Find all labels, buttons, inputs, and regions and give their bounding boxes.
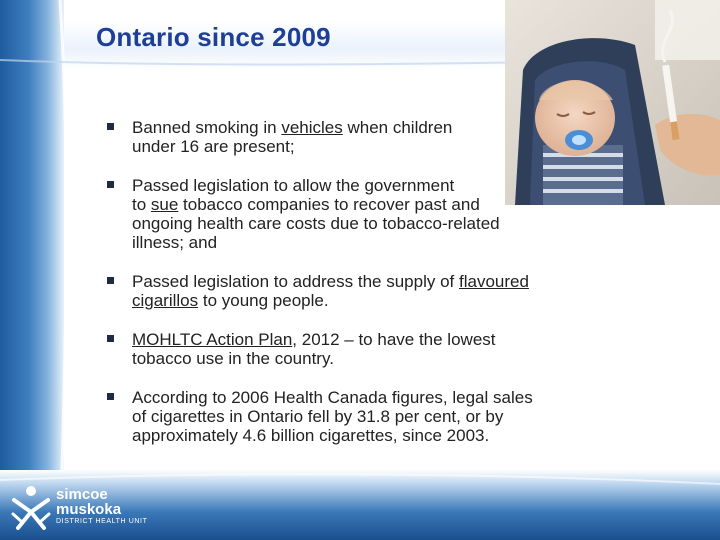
bullet-text: when children bbox=[342, 118, 453, 137]
bullet-marker bbox=[107, 393, 114, 400]
bullet-text: Passed legislation to address the supply of bbox=[132, 272, 459, 291]
bullet-text: Banned smoking in bbox=[132, 118, 282, 137]
bullet-text: tobacco companies to recover past and bbox=[178, 195, 480, 214]
bullet-item bbox=[106, 176, 626, 252]
bullet-link-text: cigarillos bbox=[132, 291, 199, 310]
bullet-text: to young people. bbox=[198, 291, 329, 310]
bullet-text: , 2012 – to have the lowest bbox=[292, 330, 496, 349]
bullet-text: under 16 are present; bbox=[132, 137, 295, 156]
bullet-link-text: sue bbox=[150, 195, 179, 214]
bullet-item bbox=[106, 388, 626, 445]
bullet-item bbox=[106, 118, 626, 156]
bullet-text: approximately 4.6 billion cigarettes, since 2003. bbox=[132, 426, 490, 445]
bullet-link-text: vehicles bbox=[281, 118, 343, 137]
bullet-list bbox=[106, 118, 626, 465]
bullet-marker bbox=[107, 123, 114, 130]
slide-title: Ontario since 2009 bbox=[96, 22, 331, 52]
logo-line3: DISTRICT HEALTH UNIT bbox=[56, 518, 148, 525]
bullet-link-text: MOHLTC Action Plan bbox=[132, 330, 293, 349]
bullet-marker bbox=[107, 277, 114, 284]
logo-line2: muskoka bbox=[56, 501, 122, 518]
logo-figure-icon bbox=[10, 484, 52, 532]
bullet-text: of cigarettes in Ontario fell by 31.8 per cent, or by bbox=[132, 407, 504, 426]
bullet-item bbox=[106, 330, 626, 368]
bullet-link-text: flavoured bbox=[458, 272, 529, 291]
bullet-text: ongoing health care costs due to tobacco-related bbox=[132, 214, 500, 233]
bullet-marker bbox=[107, 335, 114, 342]
bullet-text: tobacco use in the country. bbox=[132, 349, 334, 368]
bullet-text: to bbox=[132, 195, 151, 214]
bullet-text: According to 2006 Health Canada figures, legal sales bbox=[132, 388, 533, 407]
bullet-item bbox=[106, 272, 626, 310]
bullet-text: Passed legislation to allow the government bbox=[132, 176, 455, 195]
logo-line1: simcoe bbox=[56, 486, 108, 503]
bullet-marker bbox=[107, 181, 114, 188]
health-unit-logo bbox=[10, 484, 150, 532]
bullet-text: illness; and bbox=[132, 233, 218, 252]
